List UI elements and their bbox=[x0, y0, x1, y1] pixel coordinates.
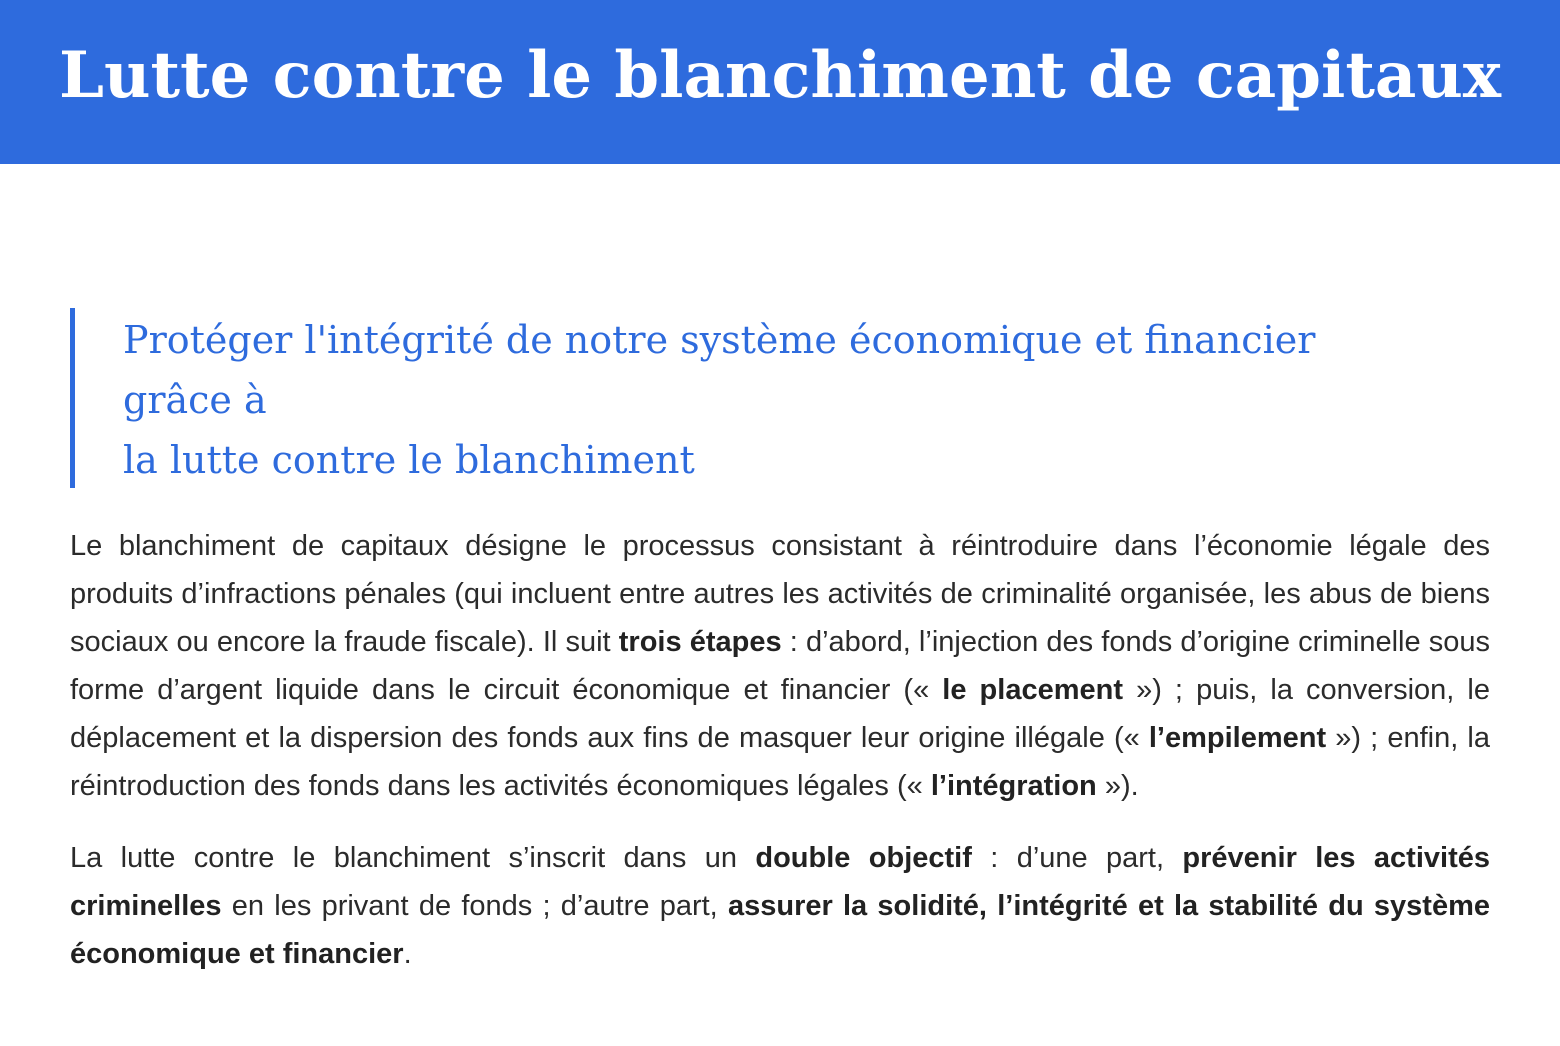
text-segment: . bbox=[403, 938, 412, 970]
blockquote-line-2: la lutte contre le blanchiment bbox=[123, 438, 695, 482]
text-segment: : d’une part, bbox=[971, 842, 1183, 874]
bold-integration: l’intégration bbox=[930, 770, 1097, 802]
text-segment: »). bbox=[1096, 770, 1139, 802]
bold-ensure-stability: assurer la solidité, l’intégrité et la stabilité du système économique et financier bbox=[70, 890, 1490, 970]
blockquote-text bbox=[123, 310, 1430, 490]
intro-blockquote bbox=[70, 308, 1430, 488]
text-segment: : d’abord, l’injection des fonds d’origine criminelle sous forme d’argent liquide dans le circuit économique et financier (« bbox=[70, 626, 1490, 706]
page-title: Lutte contre le blanchiment de capitaux bbox=[58, 38, 1502, 113]
paragraph-laundering-definition bbox=[70, 522, 1490, 810]
blockquote-line-1: Protéger l'intégrité de notre système économique et financier grâce à bbox=[123, 318, 1316, 422]
text-segment: Le blanchiment de capitaux désigne le processus consistant à réintroduire dans l’économie légale des produits d’infractions pénales (qui incluent entre autres les activités de criminalité organisée, les abus de biens sociaux ou encore la fraude fiscale). Il suit bbox=[70, 530, 1490, 658]
page-header bbox=[0, 0, 1560, 164]
text-segment: La lutte contre le blanchiment s’inscrit dans un bbox=[70, 842, 756, 874]
bold-prevent-criminal-activities: prévenir les activités criminelles bbox=[70, 842, 1490, 922]
bold-three-steps: trois étapes bbox=[618, 626, 782, 658]
bold-placement: le placement bbox=[942, 674, 1123, 706]
article-body bbox=[70, 522, 1490, 1002]
text-segment: ») ; puis, la conversion, le déplacement et la dispersion des fonds aux fins de masquer leur origine illégale (« bbox=[70, 674, 1490, 754]
bold-layering: l’empilement bbox=[1148, 722, 1327, 754]
paragraph-double-objective bbox=[70, 834, 1490, 978]
bold-double-objective: double objectif bbox=[755, 842, 972, 874]
text-segment: en les privant de fonds ; d’autre part, bbox=[221, 890, 728, 922]
text-segment: ») ; enfin, la réintroduction des fonds dans les activités économiques légales (« bbox=[70, 722, 1491, 802]
